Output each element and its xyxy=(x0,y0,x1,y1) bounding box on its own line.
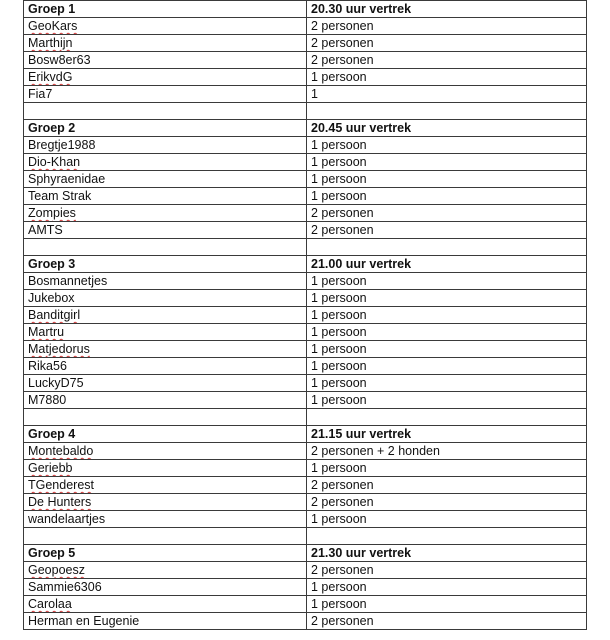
empty-cell xyxy=(24,239,307,256)
member-name-cell xyxy=(24,613,307,630)
member-name-cell xyxy=(24,392,307,409)
separator-row xyxy=(24,103,587,120)
member-count: 2 personen xyxy=(307,35,587,52)
table-row xyxy=(24,222,587,239)
member-name-cell xyxy=(24,171,307,188)
member-count: 1 persoon xyxy=(307,341,587,358)
member-name-cell xyxy=(24,341,307,358)
member-name-cell xyxy=(24,69,307,86)
member-count: 1 persoon xyxy=(307,358,587,375)
member-count: 1 persoon xyxy=(307,596,587,613)
separator-row xyxy=(24,239,587,256)
member-name-cell xyxy=(24,222,307,239)
member-count: 1 persoon xyxy=(307,324,587,341)
table-row xyxy=(24,86,587,103)
member-name: Sammie6306 xyxy=(28,580,102,594)
member-name: Carolaa xyxy=(28,597,72,611)
member-name: LuckyD75 xyxy=(28,376,84,390)
member-count: 1 xyxy=(307,86,587,103)
group-header-row xyxy=(24,426,587,443)
member-name-cell xyxy=(24,18,307,35)
group-name: Groep 4 xyxy=(24,426,307,443)
member-name-cell xyxy=(24,477,307,494)
member-name: Rika56 xyxy=(28,359,67,373)
table-row xyxy=(24,188,587,205)
member-name-cell xyxy=(24,443,307,460)
member-name: Banditgirl xyxy=(28,308,81,322)
member-count: 1 persoon xyxy=(307,307,587,324)
table-row xyxy=(24,494,587,511)
member-name-cell xyxy=(24,205,307,222)
member-name-cell xyxy=(24,86,307,103)
member-name-cell xyxy=(24,273,307,290)
table-row xyxy=(24,511,587,528)
table-row xyxy=(24,154,587,171)
member-name-cell xyxy=(24,511,307,528)
empty-cell xyxy=(24,409,307,426)
table-row xyxy=(24,460,587,477)
member-count: 2 personen xyxy=(307,52,587,69)
member-name: Geriebb xyxy=(28,461,73,475)
member-name: TGenderest xyxy=(28,478,95,492)
member-count: 1 persoon xyxy=(307,460,587,477)
group-departure-time: 21.15 uur vertrek xyxy=(307,426,587,443)
group-header-row xyxy=(24,120,587,137)
member-count: 2 personen xyxy=(307,613,587,630)
table-row xyxy=(24,324,587,341)
table-row xyxy=(24,273,587,290)
member-name-cell xyxy=(24,562,307,579)
member-count: 1 persoon xyxy=(307,392,587,409)
table-row xyxy=(24,18,587,35)
group-departure-time: 20.45 uur vertrek xyxy=(307,120,587,137)
empty-cell xyxy=(24,103,307,120)
group-departure-time: 21.30 uur vertrek xyxy=(307,545,587,562)
table-row xyxy=(24,596,587,613)
group-departure-time: 21.00 uur vertrek xyxy=(307,256,587,273)
table-row xyxy=(24,52,587,69)
table-row xyxy=(24,171,587,188)
member-name-cell xyxy=(24,188,307,205)
table-row xyxy=(24,562,587,579)
table-row xyxy=(24,443,587,460)
member-name: Geopoesz xyxy=(28,563,85,577)
group-name: Groep 3 xyxy=(24,256,307,273)
member-name: GeoKars xyxy=(28,19,78,33)
table-row xyxy=(24,35,587,52)
member-name-cell xyxy=(24,290,307,307)
member-name-cell xyxy=(24,358,307,375)
separator-row xyxy=(24,409,587,426)
member-name: M7880 xyxy=(28,393,67,407)
member-name-cell xyxy=(24,154,307,171)
table-row xyxy=(24,375,587,392)
member-name-cell xyxy=(24,460,307,477)
member-name: ErikvdG xyxy=(28,70,73,84)
member-count: 2 personen xyxy=(307,222,587,239)
empty-cell xyxy=(307,239,587,256)
table-row xyxy=(24,392,587,409)
group-schedule-body xyxy=(24,1,587,630)
group-header-row xyxy=(24,1,587,18)
group-header-row xyxy=(24,545,587,562)
member-name: Martru xyxy=(28,325,65,339)
table-row xyxy=(24,341,587,358)
member-name-cell xyxy=(24,35,307,52)
member-count: 1 persoon xyxy=(307,290,587,307)
table-row xyxy=(24,307,587,324)
member-name-cell xyxy=(24,596,307,613)
member-name-cell xyxy=(24,52,307,69)
member-name: wandelaartjes xyxy=(28,512,106,526)
member-count: 2 personen xyxy=(307,494,587,511)
member-name: AMTS xyxy=(28,223,63,237)
member-name: Team Strak xyxy=(28,189,92,203)
member-count: 1 persoon xyxy=(307,137,587,154)
member-name-cell xyxy=(24,375,307,392)
group-name: Groep 1 xyxy=(24,1,307,18)
member-count: 1 persoon xyxy=(307,171,587,188)
member-count: 1 persoon xyxy=(307,188,587,205)
member-name-cell xyxy=(24,324,307,341)
member-name: Bregtje1988 xyxy=(28,138,96,152)
member-name-cell xyxy=(24,137,307,154)
member-count: 2 personen + 2 honden xyxy=(307,443,587,460)
group-schedule-table xyxy=(23,0,587,630)
member-name-cell xyxy=(24,494,307,511)
table-row xyxy=(24,358,587,375)
member-name: Bosw8er63 xyxy=(28,53,91,67)
member-name-cell xyxy=(24,579,307,596)
group-name: Groep 2 xyxy=(24,120,307,137)
table-row xyxy=(24,477,587,494)
empty-cell xyxy=(307,528,587,545)
member-count: 2 personen xyxy=(307,205,587,222)
member-count: 1 persoon xyxy=(307,511,587,528)
empty-cell xyxy=(307,409,587,426)
empty-cell xyxy=(24,528,307,545)
group-departure-time: 20.30 uur vertrek xyxy=(307,1,587,18)
member-name: Herman en Eugenie xyxy=(28,614,140,628)
member-name: Jukebox xyxy=(28,291,75,305)
table-row xyxy=(24,69,587,86)
member-count: 1 persoon xyxy=(307,154,587,171)
member-count: 1 persoon xyxy=(307,375,587,392)
member-count: 2 personen xyxy=(307,562,587,579)
group-header-row xyxy=(24,256,587,273)
member-count: 2 personen xyxy=(307,18,587,35)
table-row xyxy=(24,579,587,596)
table-row xyxy=(24,137,587,154)
member-name: Marthijn xyxy=(28,36,73,50)
member-name: Montebaldo xyxy=(28,444,94,458)
member-count: 2 personen xyxy=(307,477,587,494)
member-name: Fia7 xyxy=(28,87,53,101)
member-name: Bosmannetjes xyxy=(28,274,108,288)
member-count: 1 persoon xyxy=(307,273,587,290)
member-name: Sphyraenidae xyxy=(28,172,106,186)
member-name: De Hunters xyxy=(28,495,92,509)
table-row xyxy=(24,290,587,307)
member-name: Dio-Khan xyxy=(28,155,81,169)
table-row xyxy=(24,205,587,222)
table-row xyxy=(24,613,587,630)
member-name: Zompies xyxy=(28,206,76,220)
member-count: 1 persoon xyxy=(307,69,587,86)
separator-row xyxy=(24,528,587,545)
member-name-cell xyxy=(24,307,307,324)
member-name: Matjedorus xyxy=(28,342,90,356)
group-name: Groep 5 xyxy=(24,545,307,562)
member-count: 1 persoon xyxy=(307,579,587,596)
empty-cell xyxy=(307,103,587,120)
